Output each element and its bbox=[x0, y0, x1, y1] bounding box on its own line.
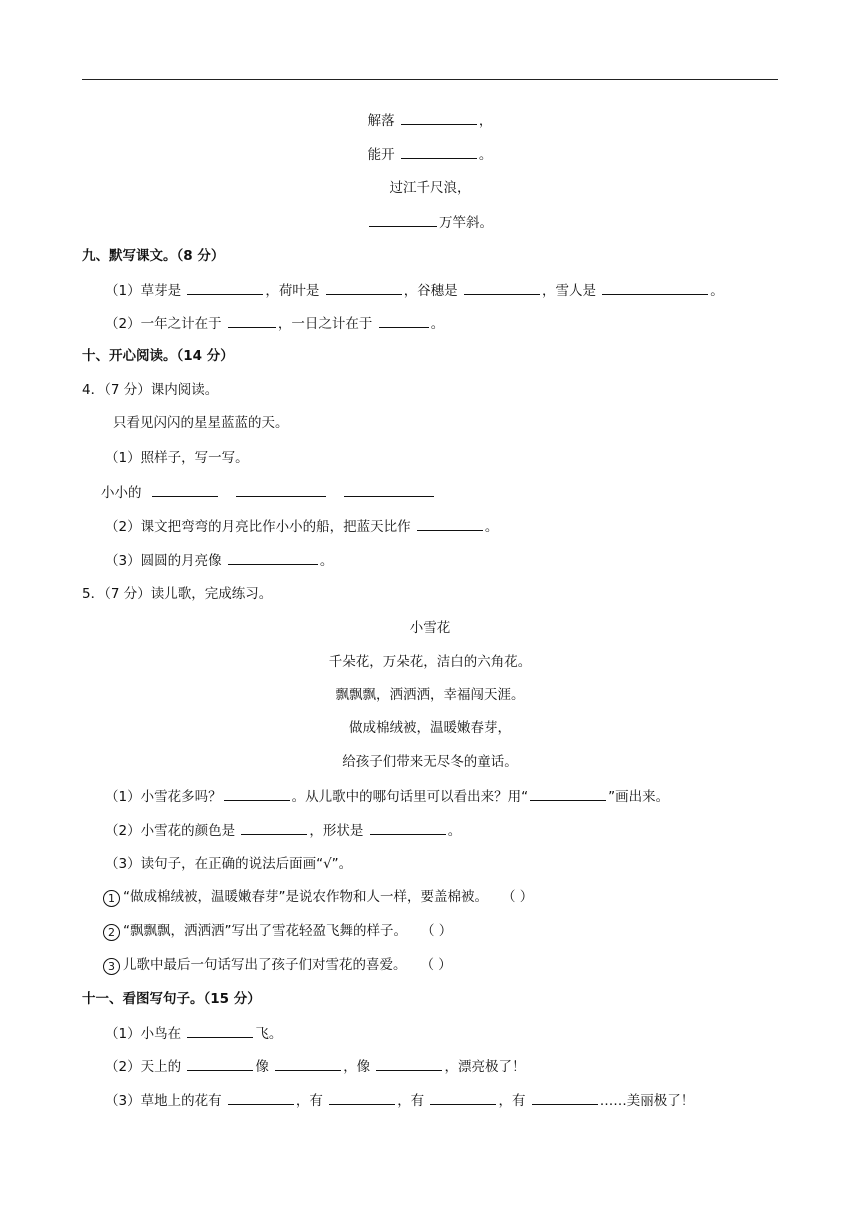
question-5-title: 5．（7 分）读儿歌，完成练习。 bbox=[82, 586, 273, 602]
q-text: （3）圆圆的月亮像 bbox=[105, 553, 222, 569]
q-text: （3）草地上的花有 bbox=[105, 1093, 222, 1109]
option-text: “做成棉绒被，温暖嫩春芽”是说农作物和人一样，要盖棉被。 bbox=[123, 889, 488, 905]
answer-blank[interactable] bbox=[187, 1024, 253, 1038]
section-11-s1 bbox=[105, 1024, 282, 1043]
poem-line-4 bbox=[0, 213, 860, 232]
q-text: （2）课文把弯弯的月亮比作小小的船，把蓝天比作 bbox=[105, 519, 411, 535]
q-text: ，形状是 bbox=[309, 823, 364, 839]
q-text: （1）草芽是 bbox=[105, 283, 182, 299]
answer-blank[interactable] bbox=[464, 281, 540, 295]
section-9-heading: 九、默写课文。（8 分） bbox=[82, 248, 225, 264]
answer-blank[interactable] bbox=[401, 111, 477, 125]
section-9-q2 bbox=[105, 314, 444, 333]
q-text: 。 bbox=[319, 553, 334, 569]
answer-paren[interactable]: （ ） bbox=[421, 923, 453, 939]
answer-blank[interactable] bbox=[236, 483, 326, 497]
poem-punct: ， bbox=[478, 113, 493, 129]
poem-line-2 bbox=[0, 145, 860, 164]
section-11-s3 bbox=[105, 1091, 694, 1110]
section-11-heading: 十一、看图写句子。（15 分） bbox=[82, 991, 261, 1007]
answer-blank[interactable] bbox=[370, 821, 446, 835]
song-title: 小雪花 bbox=[409, 620, 451, 636]
question-5-sub2 bbox=[105, 821, 461, 840]
option-2 bbox=[103, 922, 452, 941]
q-text: ，漂亮极了！ bbox=[444, 1059, 526, 1075]
song-line: 给孩子们带来无尽冬的童话。 bbox=[342, 754, 518, 770]
answer-blank[interactable] bbox=[187, 1057, 253, 1071]
q-text: （2）天上的 bbox=[105, 1059, 182, 1075]
song-line: 做成棉绒被，温暖嫩春芽， bbox=[349, 720, 511, 736]
q-text: 小小的 bbox=[101, 485, 142, 501]
poem-text: 万竿斜。 bbox=[439, 215, 493, 231]
answer-blank[interactable] bbox=[228, 551, 318, 565]
option-3 bbox=[103, 956, 452, 975]
q-text: ，有 bbox=[295, 1093, 323, 1109]
question-4-sub3 bbox=[105, 551, 333, 570]
answer-blank[interactable] bbox=[401, 145, 477, 159]
answer-blank[interactable] bbox=[369, 213, 437, 227]
question-5-sub3: （3）读句子，在正确的说法后面画“√”。 bbox=[105, 856, 353, 872]
header-rule bbox=[82, 79, 778, 80]
question-4-text: 只看见闪闪的星星蓝蓝的天。 bbox=[113, 415, 289, 431]
q-text: ……美丽极了！ bbox=[599, 1093, 695, 1109]
poem-punct: 。 bbox=[478, 147, 493, 163]
song-line: 飘飘飘，洒洒洒，幸福闯天涯。 bbox=[335, 687, 525, 703]
answer-blank[interactable] bbox=[329, 1091, 395, 1105]
q-text: （1）小雪花多吗？ bbox=[105, 789, 222, 805]
q-text: ，有 bbox=[498, 1093, 526, 1109]
answer-blank[interactable] bbox=[275, 1057, 341, 1071]
section-10-heading: 十、开心阅读。（14 分） bbox=[82, 348, 234, 364]
poem-line-3: 过江千尺浪， bbox=[389, 180, 471, 196]
q-text: ，谷穗是 bbox=[403, 283, 458, 299]
q-text: ，像 bbox=[343, 1059, 371, 1075]
q-text: 。 bbox=[710, 283, 724, 299]
section-11-s2 bbox=[105, 1057, 525, 1076]
q-text: （2）一年之计在于 bbox=[105, 316, 222, 332]
question-4-sub1: （1）照样子，写一写。 bbox=[105, 450, 249, 466]
answer-blank[interactable] bbox=[602, 281, 708, 295]
answer-blank[interactable] bbox=[430, 1091, 496, 1105]
option-text: “飘飘飘，洒洒洒”写出了雪花轻盈飞舞的样子。 bbox=[123, 923, 407, 939]
q-text: ”画出来。 bbox=[608, 789, 670, 805]
poem-line-1 bbox=[0, 111, 860, 130]
circled-number-1: 1 bbox=[103, 890, 120, 907]
q-text: ，荷叶是 bbox=[265, 283, 320, 299]
answer-blank[interactable] bbox=[532, 1091, 598, 1105]
answer-blank[interactable] bbox=[344, 483, 434, 497]
question-4-title: 4．（7 分）课内阅读。 bbox=[82, 382, 219, 398]
poem-text: 解落 bbox=[367, 113, 395, 129]
circled-number-3: 3 bbox=[103, 958, 120, 975]
q-text: ，有 bbox=[397, 1093, 425, 1109]
q-text: 。从儿歌中的哪句话里可以看出来？用“ bbox=[291, 789, 529, 805]
q-text: 像 bbox=[255, 1059, 269, 1075]
answer-blank[interactable] bbox=[376, 1057, 442, 1071]
q-text: ，一日之计在于 bbox=[277, 316, 373, 332]
answer-blank[interactable] bbox=[187, 281, 263, 295]
q-text: （1）小鸟在 bbox=[105, 1026, 182, 1042]
answer-blank[interactable] bbox=[152, 483, 218, 497]
answer-paren[interactable]: （ ） bbox=[502, 889, 534, 905]
answer-blank[interactable] bbox=[228, 314, 276, 328]
poem-text: 能开 bbox=[367, 147, 395, 163]
question-5-sub1 bbox=[105, 787, 669, 806]
answer-blank[interactable] bbox=[417, 517, 483, 531]
q-text: 。 bbox=[484, 519, 499, 535]
question-4-example bbox=[101, 483, 436, 502]
question-4-sub2 bbox=[105, 517, 498, 536]
answer-blank[interactable] bbox=[241, 821, 307, 835]
q-text: （2）小雪花的颜色是 bbox=[105, 823, 236, 839]
answer-blank[interactable] bbox=[228, 1091, 294, 1105]
answer-blank[interactable] bbox=[326, 281, 402, 295]
answer-paren[interactable]: （ ） bbox=[420, 957, 452, 973]
q-text: 飞。 bbox=[255, 1026, 283, 1042]
option-1 bbox=[103, 888, 533, 907]
option-text: 儿歌中最后一句话写出了孩子们对雪花的喜爱。 bbox=[123, 957, 407, 973]
answer-blank[interactable] bbox=[224, 787, 290, 801]
answer-blank[interactable] bbox=[530, 787, 606, 801]
song-line: 千朵花，万朵花，洁白的六角花。 bbox=[328, 654, 532, 670]
q-text: 。 bbox=[447, 823, 462, 839]
answer-blank[interactable] bbox=[379, 314, 429, 328]
section-9-q1 bbox=[105, 281, 724, 300]
q-text: 。 bbox=[430, 316, 445, 332]
circled-number-2: 2 bbox=[103, 924, 120, 941]
q-text: ，雪人是 bbox=[541, 283, 596, 299]
